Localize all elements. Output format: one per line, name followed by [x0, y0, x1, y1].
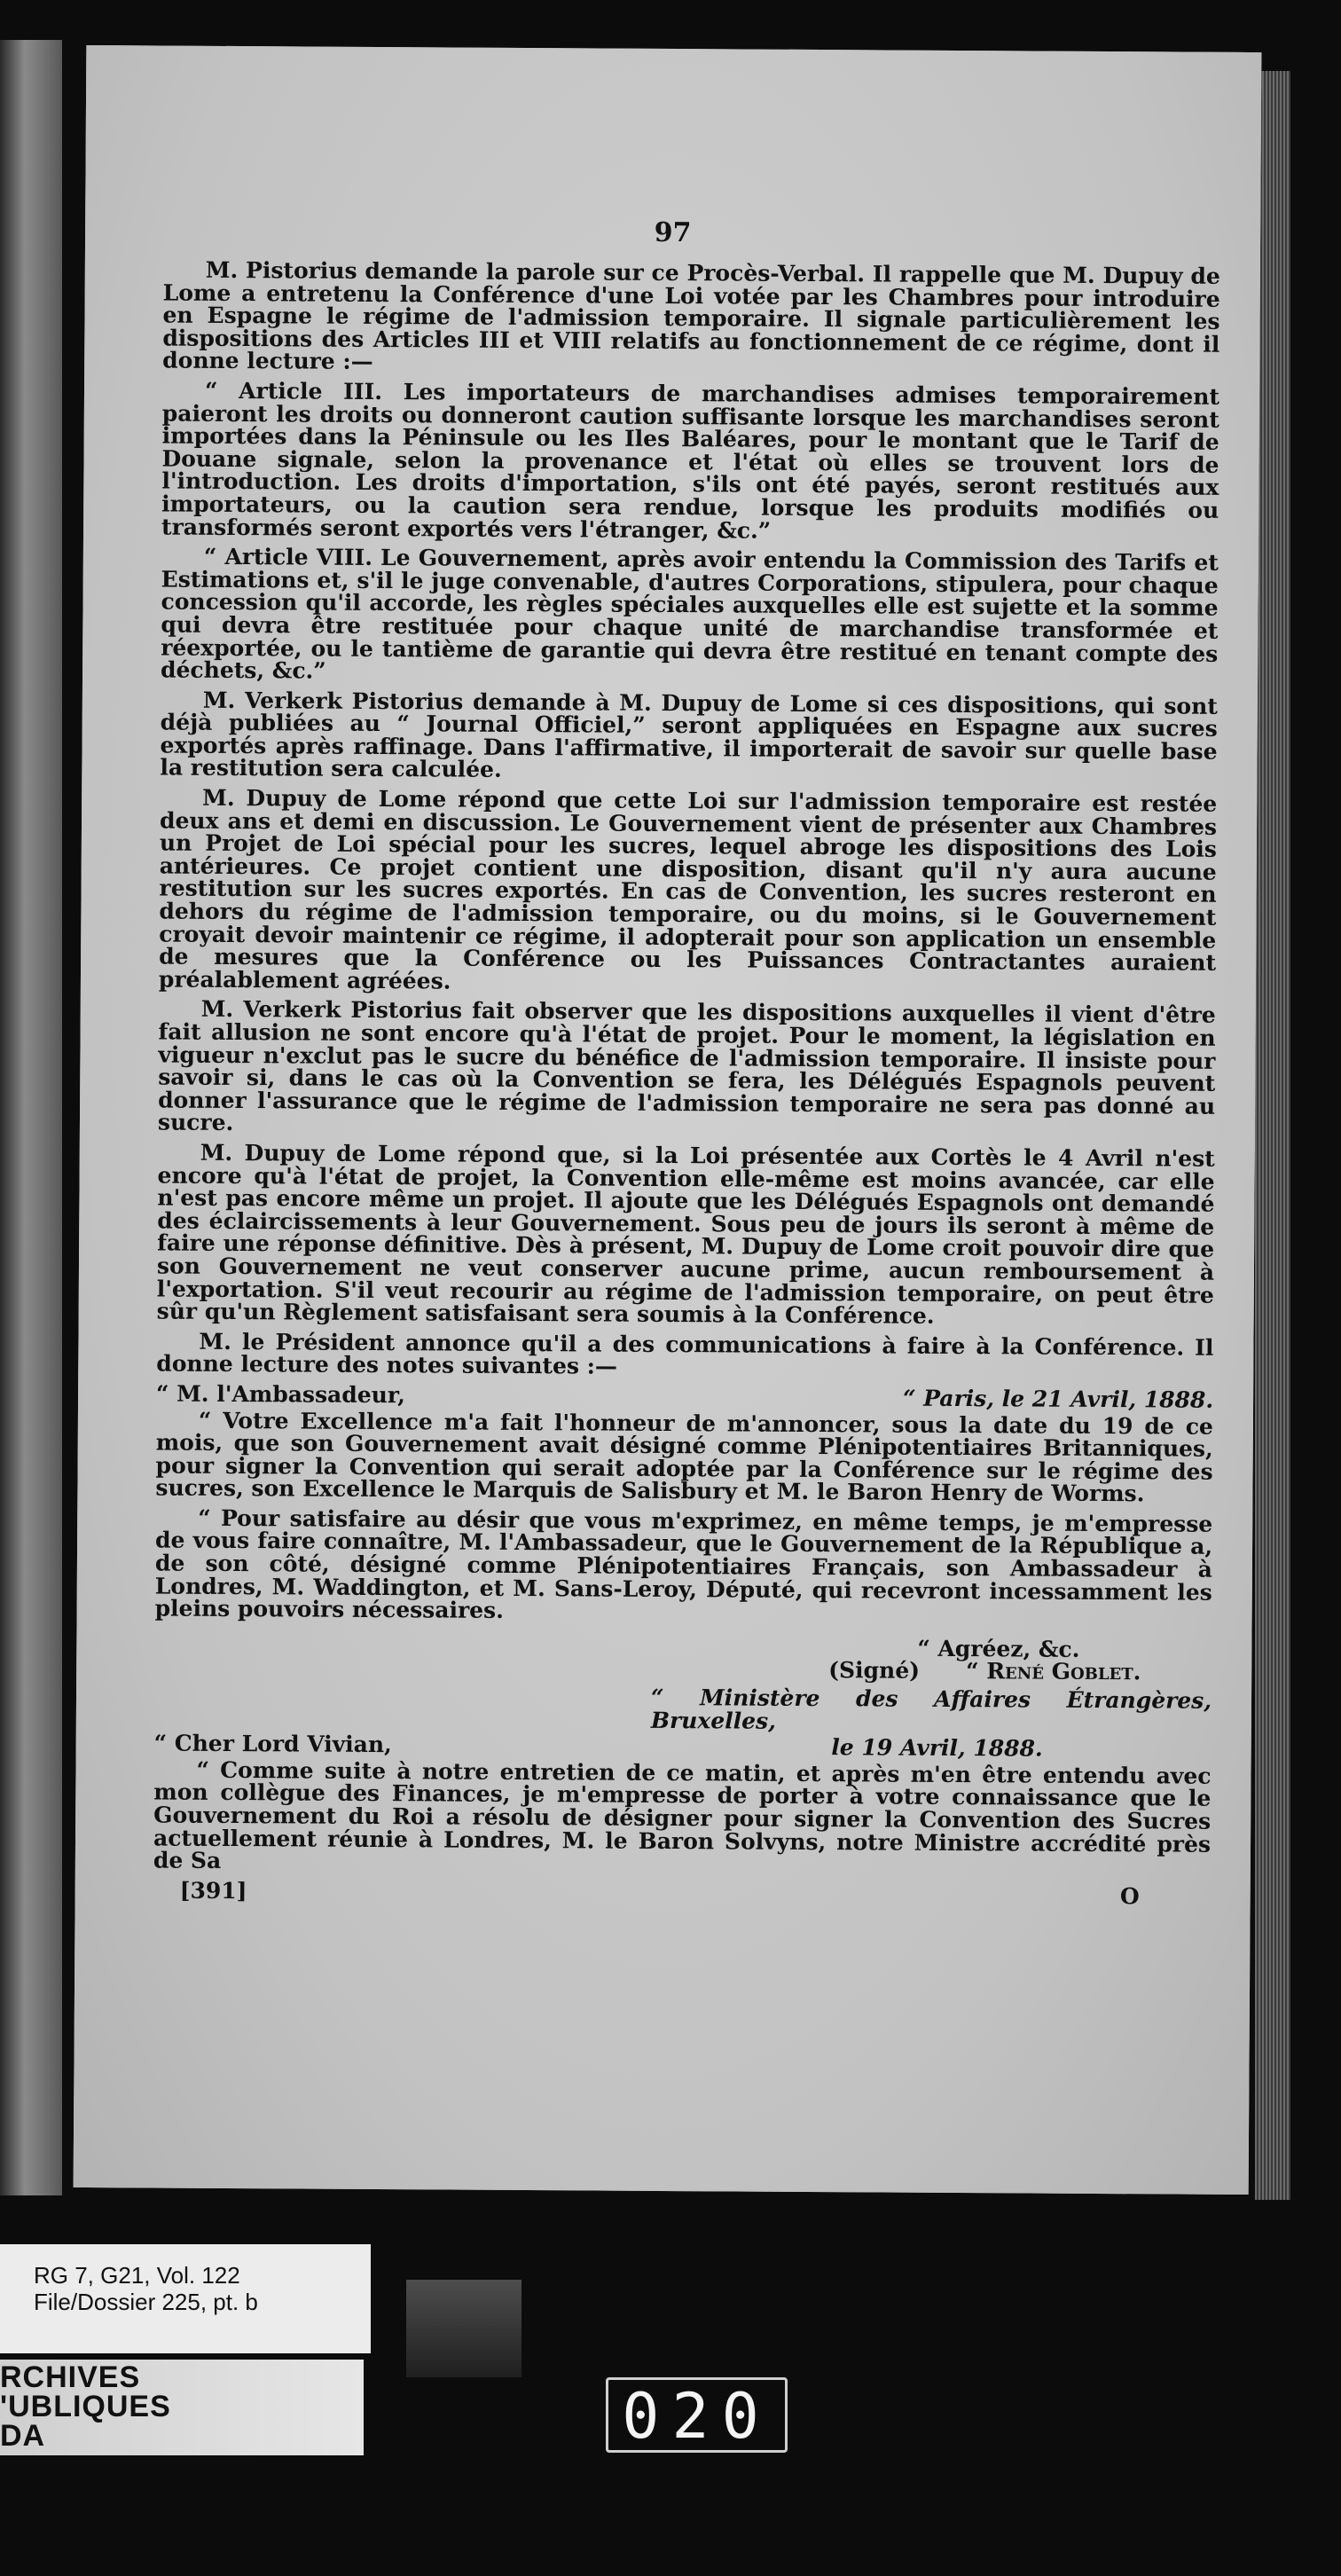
- signed-label: (Signé): [828, 1657, 921, 1685]
- letter1-signed: [154, 1655, 1212, 1685]
- letter1-salutation: “ M. l'Ambassadeur,: [156, 1380, 406, 1409]
- archives-stamp-line-3: DA: [0, 2419, 46, 2453]
- page-text: [153, 256, 1220, 1910]
- letter1-header: [156, 1382, 1213, 1411]
- archive-reference-label: [0, 2244, 371, 2353]
- letter1-date: “ Paris, le 21 Avril, 1888.: [903, 1385, 1214, 1413]
- paragraph-8: M. le Président annonce qu'il a des communications à faire à la Conférence. Il donne lecture des notes suivantes :—: [156, 1328, 1214, 1379]
- paragraph-7: M. Dupuy de Lome répond que, si la Loi présentée aux Cortès le 4 Avril n'est encore qu'à l'état de projet, la Convention elle-même est moins avancée, car elle n'est pas encore même un projet. Il ajoute que les Délégués Espagnols ont demandé des éclaircissements à leur Gouvernement. Sous peu de jours ils seront à même de faire une réponse définitive. Dès à présent, M. Dupuy de Lome croit pouvoir dire que son Gouvernement ne veut conserver aucune prime, aucun remboursement à l'exportation. S'il veut recourir au régime de l'admission temporaire, on peut être sûr qu'un Règlement satisfaisant sera soumis à la Conférence.: [156, 1139, 1215, 1329]
- letter1-signature-block: [154, 1632, 1212, 1684]
- adjacent-page-edge: [0, 40, 62, 2195]
- letter2-paragraph: “ Comme suite à notre entretien de ce matin, et après m'en être entendu avec mon collègue des Finances, je m'empresse de porter à votre connaissance que le Gouvernement du Roi a résolu de désigner pour signer la Convention des Sucres actuellement réunie à Londres, M. le Baron Solvyns, notre Ministre accrédité près de Sa: [153, 1756, 1212, 1874]
- paragraph-article-iii: “ Article III. Les importateurs de marchandises admises temporairement paieront les droits ou donneront caution suffisante lorsque les marchandises seront importées dans la Péninsule ou les Iles Baléares, pour le montant que le Tarif de Douane signale, selon la provenance et l'état où elles se trouvent lors de l'introduction. Les droits d'importation, s'ils ont été payés, seront restitués aux importateurs, ou la caution sera rendue, lorsque les produits modifiés ou transformés seront exportés vers l'étranger, &c.”: [161, 377, 1220, 544]
- archives-stamp-line-1: RCHIVES: [0, 2360, 141, 2394]
- signature-name: “ René Goblet.: [966, 1658, 1141, 1685]
- letter2-date: le 19 Avril, 1888.: [831, 1734, 1043, 1762]
- microfilm-frame-number: 020: [606, 2377, 788, 2453]
- paragraph-article-viii: “ Article VIII. Le Gouvernement, après avoir entendu la Commission des Tarifs et Estimations et, s'il le juge convenable, d'autres Corporations, stipulera, pour chaque concession qu'il accorde, les règles spéciales auxquelles elle est sujette et la somme qui devra être restituée pour chaque unité de marchandise transformée et réexportée, ou le tantième de garantie qui devra être restitué en tenant compte des déchets, &c.”: [161, 543, 1219, 684]
- footer-gathering-mark: O: [1119, 1882, 1140, 1910]
- page-footer: [153, 1879, 1211, 1908]
- archive-label-line-1: RG 7, G21, Vol. 122: [34, 2262, 240, 2289]
- paragraph-5: M. Dupuy de Lome répond que cette Loi sur l'admission temporaire est restée deux ans et demi en discussion. Le Gouvernement vient de présenter aux Chambres un Projet de Loi spécial pour les sucres, lequel abroge les dispositions des Lois antérieures. Ce projet contient une disposition, disant qu'il n'y aura aucune restitution sur les sucres exportés. En cas de Convention, les sucres resteront en dehors du régime de l'admission temporaire, ou du moins, si le Gouvernement croyait devoir maintenir ce régime, il adopterait pour son application un ensemble de mesures que la Conférence ou les Puissances Contractantes auraient préalablement agréées.: [158, 784, 1218, 994]
- document-page: [74, 45, 1262, 2195]
- paragraph-4: M. Verkerk Pistorius demande à M. Dupuy de Lome si ces dispositions, qui sont déjà publiées au “ Journal Officiel,” seront appliquées en Espagne aux sucres exportés après raffinage. Dans l'affirmative, il importerait de savoir sur quelle base la restitution sera calculée.: [160, 687, 1218, 783]
- letter1-paragraph-1: “ Votre Excellence m'a fait l'honneur de m'annoncer, sous la date du 19 de ce mois, que son Gouvernement avait désigné comme Plénipotentiaires Britanniques, pour signer la Convention qui serait adoptée par la Conférence sur le régime des sucres, son Excellence le Marquis de Salisbury et M. le Baron Henry de Worms.: [155, 1407, 1213, 1507]
- letter1-closing: “ Agréez, &c.: [917, 1635, 1080, 1662]
- letter2-ministry: “ Ministère des Affaires Étrangères, Bruxelles,: [650, 1684, 1212, 1734]
- letter2-salutation: “ Cher Lord Vivian,: [153, 1730, 392, 1758]
- archives-stamp-line-2: 'UBLIQUES: [0, 2390, 171, 2423]
- page-number: 97: [654, 216, 692, 249]
- archives-stamp: [0, 2360, 364, 2455]
- paragraph-6: M. Verkerk Pistorius fait observer que les dispositions auxquelles il vient d'être fait allusion ne sont encore qu'à l'état de projet. Pour le moment, la législation en vigueur n'exclut pas le sucre du bénéfice de l'admission temporaire. Il insiste pour savoir si, dans le cas où la Convention se fera, les Délégués Espagnols peuvent donner l'assurance que le régime de l'admission temporaire ne sera pas donné au sucre.: [157, 996, 1216, 1136]
- letter1-paragraph-2: “ Pour satisfaire au désir que vous m'exprimez, en même temps, je m'empresse de vous faire connaître, M. l'Ambassadeur, que le Gouvernement de la République a, de son côté, désigné comme Plénipotentiaires Français, son Ambassadeur à Londres, M. Waddington, et M. Sans-Leroy, Député, qui recevront incessamment les pleins pouvoirs nécessaires.: [154, 1504, 1213, 1624]
- paragraph-1: M. Pistorius demande la parole sur ce Procès-Verbal. Il rappelle que M. Dupuy de Lome a entretenu la Conférence d'une Loi votée par les Chambres pour introduire en Espagne le régime de l'admission temporaire. Il signale particulièrement les dispositions des Articles III et VIII relatifs au fonctionnement de ce régime, dont il donne lecture :—: [162, 256, 1220, 375]
- footer-signature-mark: [391]: [179, 1877, 247, 1904]
- film-marker-block: [406, 2280, 522, 2377]
- book-page-edges: [1255, 71, 1290, 2200]
- archive-label-line-2: File/Dossier 225, pt. b: [34, 2289, 258, 2315]
